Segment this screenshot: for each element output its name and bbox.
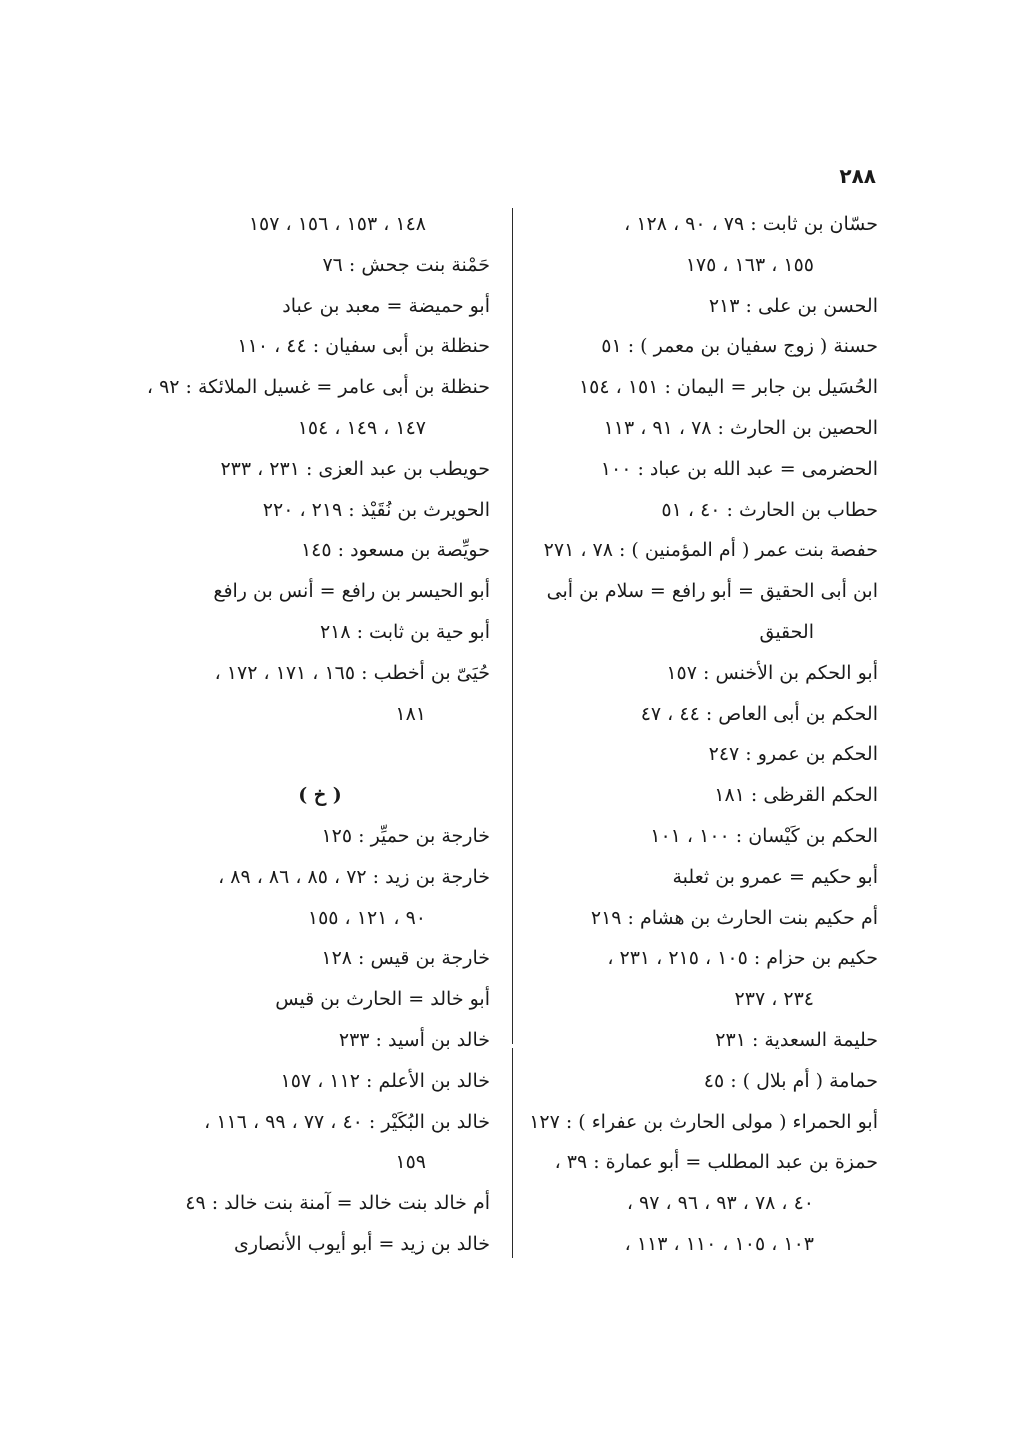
left-column-entry: ١٥٩ <box>395 1151 426 1174</box>
right-column-entry: أبو حكيم = عمرو بن ثعلبة <box>672 865 878 888</box>
right-column-entry: حكيم بن حزام : ١٠٥ ، ٢١٥ ، ٢٣١ ، <box>607 947 878 970</box>
right-column-entry: ١٥٥ ، ١٦٣ ، ١٧٥ <box>685 253 814 276</box>
right-column-entry: ١٠٣ ، ١٠٥ ، ١١٠ ، ١١٣ ، <box>624 1232 814 1255</box>
left-column-entry: خارجة بن زيد : ٧٢ ، ٨٥ ، ٨٦ ، ٨٩ ، <box>218 865 490 888</box>
right-column-entry: الحكم بن كَيْسان : ١٠٠ ، ١٠١ <box>650 824 878 847</box>
right-column-entry: الحسن بن على : ٢١٣ <box>708 294 878 317</box>
right-column-entry: الحكم بن أبى العاص : ٤٤ ، ٤٧ <box>640 702 878 725</box>
right-column-entry: حطاب بن الحارث : ٤٠ ، ٥١ <box>661 498 878 521</box>
left-column-entry: خالد بن زيد = أبو أيوب الأنصارى <box>233 1232 490 1255</box>
left-column-entry: حنظلة بن أبى عامر = غسيل الملائكة : ٩٢ ، <box>146 376 490 399</box>
right-column-entry: الحضرمى = عبد الله بن عباد : ١٠٠ <box>600 457 878 480</box>
left-column-entry: خارجة بن حميِّر : ١٢٥ <box>321 824 490 847</box>
right-column-entry: الحصين بن الحارث : ٧٨ ، ٩١ ، ١١٣ <box>603 416 878 439</box>
left-column-entry: أبو حية بن ثابت : ٢١٨ <box>319 620 490 643</box>
left-column-entry: أبو خالد = الحارث بن قيس <box>275 988 490 1011</box>
left-column-entry: حنظلة بن أبى سفيان : ٤٤ ، ١١٠ <box>237 335 490 358</box>
section-heading: ( خ ) <box>298 784 342 807</box>
left-column-entry: خالد بن البُكَيْر : ٤٠ ، ٧٧ ، ٩٩ ، ١١٦ ، <box>204 1110 490 1133</box>
column-divider-upper <box>512 208 513 1044</box>
left-column-entry: حُيَىّ بن أخطب : ١٦٥ ، ١٧١ ، ١٧٢ ، <box>214 661 490 684</box>
right-column-entry: حسّان بن ثابت : ٧٩ ، ٩٠ ، ١٢٨ ، <box>624 213 878 235</box>
index-column-left <box>146 204 490 1265</box>
column-divider-lower <box>512 1048 513 1258</box>
right-column-entry: الحقيق <box>759 620 814 643</box>
left-column-entry: ٩٠ ، ١٢١ ، ١٥٥ <box>307 906 426 929</box>
left-column-entry: ١٨١ <box>395 702 426 725</box>
left-column-entry: الحويرث بن نُقَيْذ : ٢١٩ ، ٢٢٠ <box>262 498 490 521</box>
right-column-entry: حسنة ( زوج سفيان بن معمر ) : ٥١ <box>601 335 878 358</box>
page-number: ٢٨٨ <box>839 164 876 188</box>
right-column-entry: أبو الحمراء ( مولى الحارث بن عفراء ) : ١٢٧ <box>529 1110 878 1133</box>
right-column-entry: الحكم القرظى : ١٨١ <box>714 784 878 807</box>
left-column-entry: أبو حميضة = معبد بن عباد <box>282 294 490 317</box>
left-column-entry: أبو الحيسر بن رافع = أنس بن رافع <box>213 580 490 603</box>
left-column-entry <box>150 734 490 775</box>
left-column-entry: أم خالد بنت خالد = آمنة بنت خالد : ٤٩ <box>185 1192 490 1215</box>
right-column-entry: حمزة بن عبد المطلب = أبو عمارة : ٣٩ ، <box>554 1151 878 1174</box>
right-column-entry: ابن أبى الحقيق = أبو رافع = سلام بن أبى <box>546 580 878 603</box>
left-column-entry: حويطب بن عبد العزى : ٢٣١ ، ٢٣٣ <box>220 457 490 480</box>
right-column-entry: أبو الحكم بن الأخنس : ١٥٧ <box>666 661 878 684</box>
right-column-entry: حليمة السعدية : ٢٣١ <box>715 1028 878 1051</box>
right-column-entry: ٤٠ ، ٧٨ ، ٩٣ ، ٩٦ ، ٩٧ ، <box>626 1192 814 1215</box>
right-column-entry: ٢٣٤ ، ٢٣٧ <box>734 988 814 1011</box>
left-column-entry: ١٤٧ ، ١٤٩ ، ١٥٤ <box>297 416 426 439</box>
right-column-entry: الحكم بن عمرو : ٢٤٧ <box>708 743 878 766</box>
right-column-entry: الحُسَيل بن جابر = اليمان : ١٥١ ، ١٥٤ <box>578 376 878 399</box>
index-column-right <box>529 204 878 1265</box>
left-column-entry: حَمْنة بنت جحش : ٧٦ <box>322 253 490 276</box>
right-column-entry: أم حكيم بنت الحارث بن هشام : ٢١٩ <box>590 906 878 929</box>
left-column-entry: خارجة بن قيس : ١٢٨ <box>321 947 490 970</box>
left-column-entry: خالد بن أسيد : ٢٣٣ <box>338 1028 490 1051</box>
left-column-entry: خالد بن الأعلم : ١١٢ ، ١٥٧ <box>280 1069 490 1092</box>
left-column-entry: ١٤٨ ، ١٥٣ ، ١٥٦ ، ١٥٧ <box>248 213 426 235</box>
right-column-entry: حفصة بنت عمر ( أم المؤمنين ) : ٧٨ ، ٢٧١ <box>543 539 878 562</box>
right-column-entry: حمامة ( أم بلال ) : ٤٥ <box>703 1069 878 1092</box>
left-column-entry: حويِّصة بن مسعود : ١٤٥ <box>300 539 490 562</box>
